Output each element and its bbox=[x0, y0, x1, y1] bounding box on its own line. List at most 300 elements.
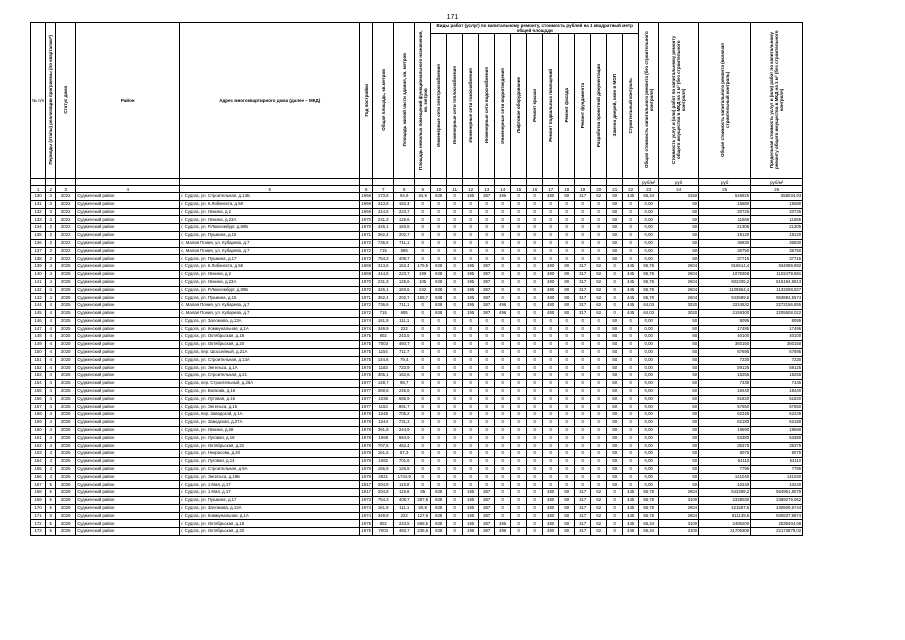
table-cell: 0 bbox=[431, 348, 447, 356]
table-cell: 0 bbox=[431, 395, 447, 403]
table-cell: 480 bbox=[543, 520, 559, 528]
table-cell: 172 bbox=[31, 520, 46, 528]
table-cell: 684,9 bbox=[394, 434, 415, 442]
table-cell: 0 bbox=[431, 333, 447, 341]
table-cell: 0 bbox=[431, 255, 447, 263]
table-cell: 3100 bbox=[659, 497, 699, 505]
table-cell: 0 bbox=[591, 224, 607, 232]
table-cell: 59125 bbox=[699, 364, 751, 372]
table-cell: 0 bbox=[495, 224, 511, 232]
table-row bbox=[31, 302, 803, 310]
table-cell: 10240 bbox=[751, 481, 803, 489]
table-cell: 0 bbox=[575, 239, 591, 247]
table-cell: Судженский район bbox=[76, 356, 180, 364]
table-cell: 133 bbox=[31, 216, 46, 224]
table-cell: 0 bbox=[527, 333, 543, 341]
table-cell: 1972 bbox=[360, 309, 373, 317]
table-cell: 0 bbox=[575, 426, 591, 434]
table-cell: 408,7 bbox=[394, 497, 415, 505]
table-cell: 4 bbox=[46, 411, 56, 419]
table-cell: 146 bbox=[31, 317, 46, 325]
table-cell: 0,00 bbox=[639, 333, 659, 341]
table-cell: 0 bbox=[431, 239, 447, 247]
table-cell: 17495 bbox=[699, 325, 751, 333]
table-cell: 0 bbox=[559, 434, 575, 442]
table-cell: 2028 bbox=[56, 489, 76, 497]
table-cell: 0 bbox=[527, 200, 543, 208]
table-cell: 0 bbox=[607, 302, 623, 310]
table-cell: 0 bbox=[527, 458, 543, 466]
table-cell: 66,34 bbox=[639, 528, 659, 536]
table-cell: 50 bbox=[607, 231, 623, 239]
table-cell: 0 bbox=[479, 255, 495, 263]
table-cell: 0 bbox=[575, 325, 591, 333]
table-cell: 0 bbox=[623, 216, 639, 224]
table-cell: 0 bbox=[591, 434, 607, 442]
table-cell: 496 bbox=[495, 302, 511, 310]
table-cell: 50 bbox=[607, 356, 623, 364]
table-cell: 141040 bbox=[699, 473, 751, 481]
table-cell: 119,8 bbox=[394, 489, 415, 497]
table-cell: 0 bbox=[479, 216, 495, 224]
table-cell: 0 bbox=[527, 426, 543, 434]
table-cell: 368,8 bbox=[373, 387, 394, 395]
table-cell: 1153 bbox=[373, 403, 394, 411]
table-cell: 55,78 bbox=[639, 504, 659, 512]
table-cell: 11565 bbox=[699, 216, 751, 224]
table-cell: 0 bbox=[511, 247, 527, 255]
table-cell: 0 bbox=[495, 200, 511, 208]
table-cell: 0 bbox=[479, 465, 495, 473]
table-cell: 0 bbox=[559, 200, 575, 208]
table-cell: 4 bbox=[46, 395, 56, 403]
table-cell: 2025 bbox=[56, 364, 76, 372]
table-cell: 222 bbox=[394, 512, 415, 520]
table-cell: 1979 bbox=[360, 465, 373, 473]
table-cell: 313,6 bbox=[373, 200, 394, 208]
table-cell: 1079358 bbox=[699, 270, 751, 278]
table-cell: 0 bbox=[559, 395, 575, 403]
table-cell: 2025 bbox=[56, 302, 76, 310]
table-cell: 50,8 bbox=[415, 504, 431, 512]
table-cell: 0 bbox=[447, 395, 463, 403]
table-cell: 147 bbox=[31, 325, 46, 333]
table-cell: 0 bbox=[543, 364, 559, 372]
table-cell: 638 bbox=[431, 278, 447, 286]
table-cell: 2604 bbox=[659, 504, 699, 512]
table-cell: 0 bbox=[527, 270, 543, 278]
table-cell: 0 bbox=[431, 481, 447, 489]
table-cell: 0 bbox=[607, 504, 623, 512]
table-cell: 50 bbox=[659, 473, 699, 481]
table-cell: 0 bbox=[447, 302, 463, 310]
table-cell: 0 bbox=[431, 247, 447, 255]
table-cell: Судженский район bbox=[76, 520, 180, 528]
table-cell: 0 bbox=[607, 278, 623, 286]
table-cell: 2025 bbox=[56, 341, 76, 349]
table-cell: 0 bbox=[591, 380, 607, 388]
table-cell: 4 bbox=[46, 294, 56, 302]
table-cell: 170 bbox=[31, 504, 46, 512]
table-cell: 0 bbox=[495, 442, 511, 450]
table-cell: 0 bbox=[479, 224, 495, 232]
table-row bbox=[31, 263, 803, 271]
table-cell: г. Судога, ул. 1 Мая, д.17 bbox=[180, 481, 360, 489]
table-cell: 0 bbox=[447, 489, 463, 497]
table-cell: 80 bbox=[559, 270, 575, 278]
table-row bbox=[31, 193, 803, 201]
table-cell: 0 bbox=[543, 465, 559, 473]
table-cell: 4 bbox=[46, 263, 56, 271]
table-cell: 0 bbox=[495, 208, 511, 216]
table-cell: 0 bbox=[463, 442, 479, 450]
table-cell: 496 bbox=[495, 193, 511, 201]
table-cell: 558034,93 bbox=[751, 193, 803, 201]
table-cell: 40100 bbox=[699, 333, 751, 341]
table-cell: 4 bbox=[46, 403, 56, 411]
table-cell: 0 bbox=[543, 426, 559, 434]
table-cell: 1975 bbox=[360, 341, 373, 349]
table-cell: 80 bbox=[559, 309, 575, 317]
table-cell: 480 bbox=[543, 489, 559, 497]
table-cell: 387 bbox=[479, 528, 495, 536]
column-number: 14 bbox=[495, 186, 511, 193]
table-cell: 179,5 bbox=[415, 263, 431, 271]
table-cell: 387 bbox=[479, 278, 495, 286]
table-cell: 0 bbox=[511, 528, 527, 536]
table-cell: 0 bbox=[559, 458, 575, 466]
table-cell: 4 bbox=[46, 325, 56, 333]
table-cell: 50 bbox=[659, 200, 699, 208]
table-cell: 1976 bbox=[360, 372, 373, 380]
table-cell: 64,03 bbox=[639, 309, 659, 317]
table-cell: 0 bbox=[447, 224, 463, 232]
table-cell: 1972 bbox=[360, 247, 373, 255]
table-cell: 4 bbox=[46, 473, 56, 481]
table-cell: 36830 bbox=[699, 239, 751, 247]
table-cell: 0 bbox=[415, 341, 431, 349]
table-cell: 0,00 bbox=[639, 442, 659, 450]
table-cell: 4 bbox=[46, 450, 56, 458]
column-number: 16 bbox=[527, 186, 543, 193]
table-cell: 0 bbox=[511, 520, 527, 528]
table-cell: 0 bbox=[431, 341, 447, 349]
table-cell: г. Судога, пер. Заводской, д.1А bbox=[180, 411, 360, 419]
table-cell: 0 bbox=[607, 489, 623, 497]
table-cell: г. Судога, ул. Октябрьская, д.18 bbox=[180, 520, 360, 528]
table-cell: Судженский район bbox=[76, 387, 180, 395]
table-cell: 0 bbox=[495, 458, 511, 466]
table-cell: 0 bbox=[447, 317, 463, 325]
table-cell: 1976 bbox=[360, 364, 373, 372]
table-cell: 2025 bbox=[56, 380, 76, 388]
table-cell: 0 bbox=[447, 341, 463, 349]
table-cell: 0 bbox=[591, 341, 607, 349]
table-cell: 0 bbox=[463, 465, 479, 473]
table-cell: 480 bbox=[543, 263, 559, 271]
table-cell: 0 bbox=[495, 497, 511, 505]
table-cell: 0 bbox=[591, 387, 607, 395]
column-number: 18 bbox=[559, 186, 575, 193]
table-cell: 480 bbox=[543, 294, 559, 302]
table-cell: 0 bbox=[415, 309, 431, 317]
table-cell: 50 bbox=[659, 380, 699, 388]
table-cell: 0 bbox=[591, 208, 607, 216]
table-cell: 3 bbox=[46, 208, 56, 216]
table-cell: 0 bbox=[447, 411, 463, 419]
table-cell: 0 bbox=[511, 239, 527, 247]
header-district: Район bbox=[76, 23, 180, 179]
table-cell: 37715 bbox=[751, 255, 803, 263]
table-cell: 0 bbox=[495, 450, 511, 458]
table-cell: 35375 bbox=[699, 442, 751, 450]
table-cell: 834089,982 bbox=[751, 263, 803, 271]
table-cell: 0 bbox=[527, 450, 543, 458]
table-cell: 0 bbox=[431, 465, 447, 473]
table-cell: 445 bbox=[623, 302, 639, 310]
table-cell: 0 bbox=[591, 481, 607, 489]
table-cell: 0 bbox=[543, 341, 559, 349]
table-cell: 2028 bbox=[56, 528, 76, 536]
table-cell: 149 bbox=[31, 341, 46, 349]
table-cell: 0 bbox=[463, 473, 479, 481]
table-cell: г. Судога, ул. Ленина, д.2 bbox=[180, 208, 360, 216]
table-cell: 7435 bbox=[751, 380, 803, 388]
table-cell: 387 bbox=[479, 263, 495, 271]
table-cell: 0 bbox=[463, 325, 479, 333]
column-number: 7 bbox=[373, 186, 394, 193]
table-cell: 0 bbox=[415, 387, 431, 395]
table-cell: 317 bbox=[575, 497, 591, 505]
header-period: Периоды (этапы) реализации программы (по кварталам*) bbox=[46, 23, 56, 179]
table-row bbox=[31, 419, 803, 427]
table-cell: 62 bbox=[591, 520, 607, 528]
table-cell: 685 bbox=[394, 247, 415, 255]
table-cell: 0 bbox=[447, 528, 463, 536]
table-cell: 0 bbox=[559, 465, 575, 473]
table-cell: 0 bbox=[495, 356, 511, 364]
table-cell: 19590 bbox=[751, 426, 803, 434]
table-cell: 40100 bbox=[751, 333, 803, 341]
units-cell bbox=[479, 179, 495, 186]
table-cell: 1972 bbox=[360, 302, 373, 310]
table-cell: 5 bbox=[46, 481, 56, 489]
table-cell: 1082 bbox=[373, 458, 394, 466]
table-cell: 50 bbox=[607, 200, 623, 208]
table-cell: 55,78 bbox=[639, 278, 659, 286]
table-cell: 0 bbox=[543, 372, 559, 380]
table-cell: 638 bbox=[431, 263, 447, 271]
table-cell: 140 bbox=[31, 270, 46, 278]
table-cell: 144 bbox=[31, 302, 46, 310]
table-cell: 445 bbox=[623, 520, 639, 528]
table-cell: 153 bbox=[31, 372, 46, 380]
table-cell: 496 bbox=[495, 520, 511, 528]
table-cell: 2025 bbox=[56, 442, 76, 450]
header-work-0: Инженерные сети электроснабжения bbox=[431, 34, 447, 179]
table-cell: 1974 bbox=[360, 317, 373, 325]
table-cell: 80 bbox=[559, 278, 575, 286]
table-cell: 0 bbox=[415, 403, 431, 411]
table-cell: 50 bbox=[607, 481, 623, 489]
table-cell: 54110 bbox=[751, 458, 803, 466]
table-cell: 2604 bbox=[659, 489, 699, 497]
table-cell: с. Малая Пония, ул. Кубарева, д.7 bbox=[180, 239, 360, 247]
table-cell: 0 bbox=[527, 442, 543, 450]
table-cell: 0 bbox=[559, 372, 575, 380]
table-cell: 0 bbox=[527, 528, 543, 536]
table-cell: 0 bbox=[575, 333, 591, 341]
table-cell: 387 bbox=[479, 497, 495, 505]
table-cell: 1970 bbox=[360, 224, 373, 232]
table-cell: 148,7 bbox=[373, 380, 394, 388]
table-cell: 0 bbox=[415, 239, 431, 247]
table-cell: 0 bbox=[591, 442, 607, 450]
table-cell: 0 bbox=[479, 231, 495, 239]
table-cell: 0 bbox=[559, 380, 575, 388]
table-cell: 317 bbox=[575, 504, 591, 512]
table-cell: 0 bbox=[623, 450, 639, 458]
table-cell: 0 bbox=[511, 224, 527, 232]
table-cell: 50 bbox=[659, 372, 699, 380]
table-cell: 0 bbox=[575, 208, 591, 216]
table-cell: г. Судога, ул. Луговая, д.14 bbox=[180, 458, 360, 466]
table-cell: г. Судога, ул. Октябрьская, д.20 bbox=[180, 528, 360, 536]
table-cell: 0 bbox=[431, 208, 447, 216]
table-cell: 3 bbox=[46, 239, 56, 247]
table-cell: 0 bbox=[559, 216, 575, 224]
table-cell: 0 bbox=[623, 419, 639, 427]
table-cell: 50 bbox=[659, 364, 699, 372]
table-cell: 0,00 bbox=[639, 231, 659, 239]
table-cell: 0 bbox=[447, 473, 463, 481]
table-cell: 8095 bbox=[751, 317, 803, 325]
table-cell: 313,6 bbox=[373, 263, 394, 271]
table-cell: 0 bbox=[527, 497, 543, 505]
table-cell: 0 bbox=[559, 387, 575, 395]
table-cell: 480 bbox=[543, 270, 559, 278]
table-cell: 0 bbox=[463, 239, 479, 247]
table-cell: 62 bbox=[591, 309, 607, 317]
table-cell: 131 bbox=[31, 200, 46, 208]
table-cell: 195 bbox=[463, 302, 479, 310]
table-cell: 2821 bbox=[373, 473, 394, 481]
table-cell: 173 bbox=[31, 528, 46, 536]
table-cell: 0 bbox=[591, 450, 607, 458]
column-number: 20 bbox=[591, 186, 607, 193]
table-cell: 0 bbox=[447, 309, 463, 317]
table-cell: 0 bbox=[543, 231, 559, 239]
table-cell: 638 bbox=[431, 309, 447, 317]
table-cell: 0 bbox=[527, 380, 543, 388]
table-cell: 0 bbox=[543, 380, 559, 388]
table-cell: 0,00 bbox=[639, 481, 659, 489]
table-cell: 0 bbox=[511, 255, 527, 263]
table-cell: 111,1 bbox=[394, 317, 415, 325]
table-cell: 50 bbox=[659, 419, 699, 427]
table-cell: 0 bbox=[623, 341, 639, 349]
table-cell: Судженский район bbox=[76, 372, 180, 380]
table-cell: 195 bbox=[463, 309, 479, 317]
table-cell: 0 bbox=[495, 473, 511, 481]
table-cell: 2022 bbox=[56, 247, 76, 255]
table-cell: 126,5 bbox=[394, 465, 415, 473]
table-cell: 317 bbox=[575, 193, 591, 201]
table-cell: 168 bbox=[31, 489, 46, 497]
table-cell: 5 bbox=[46, 512, 56, 520]
table-cell: 161,9 bbox=[373, 504, 394, 512]
table-cell: 0 bbox=[495, 465, 511, 473]
table-cell: 0 bbox=[543, 387, 559, 395]
table-cell: 0 bbox=[527, 504, 543, 512]
table-cell: 2025 bbox=[56, 348, 76, 356]
table-cell: г. Судога, ул. Энгельса, д.1А bbox=[180, 364, 360, 372]
page-number: 171 bbox=[446, 14, 459, 21]
table-cell: 50 bbox=[659, 325, 699, 333]
table-cell: 0 bbox=[431, 450, 447, 458]
table-cell: 0 bbox=[527, 239, 543, 247]
table-cell: 50 bbox=[659, 434, 699, 442]
table-cell: 0 bbox=[559, 247, 575, 255]
table-cell: 15255 bbox=[699, 372, 751, 380]
table-cell: 0 bbox=[559, 403, 575, 411]
table-cell: 0 bbox=[559, 317, 575, 325]
table-cell: 0 bbox=[575, 231, 591, 239]
table-cell: 152 bbox=[31, 364, 46, 372]
table-cell: Судженский район bbox=[76, 302, 180, 310]
table-cell: 62 bbox=[591, 278, 607, 286]
table-cell: 0 bbox=[415, 325, 431, 333]
table-cell: г. Судога, ул. Некрасова, д.20 bbox=[180, 450, 360, 458]
table-cell: 0 bbox=[527, 255, 543, 263]
units-cell bbox=[56, 179, 76, 186]
table-cell: 0 bbox=[527, 247, 543, 255]
table-cell: 1969 bbox=[360, 200, 373, 208]
table-cell: 0 bbox=[415, 255, 431, 263]
header-work-1: Инженерные сети теплоснабжения bbox=[447, 34, 463, 179]
table-cell: 79,4 bbox=[394, 356, 415, 364]
table-cell: 0 bbox=[447, 348, 463, 356]
table-cell: 18440 bbox=[699, 387, 751, 395]
table-cell: 0,00 bbox=[639, 247, 659, 255]
table-cell: 0 bbox=[479, 395, 495, 403]
table-cell: 50 bbox=[659, 348, 699, 356]
table-cell: 3 bbox=[46, 224, 56, 232]
table-cell: 615194,5813 bbox=[751, 278, 803, 286]
table-cell: 80 bbox=[559, 263, 575, 271]
table-cell: 50 bbox=[607, 348, 623, 356]
table-cell: 62 bbox=[591, 497, 607, 505]
table-cell: 0 bbox=[511, 231, 527, 239]
table-cell: 0 bbox=[415, 231, 431, 239]
table-cell: 0 bbox=[527, 489, 543, 497]
table-cell: Судженский район bbox=[76, 481, 180, 489]
table-cell: 50 bbox=[607, 325, 623, 333]
table-cell: 1975 bbox=[360, 348, 373, 356]
table-cell: 80 bbox=[559, 512, 575, 520]
table-cell: Судженский район bbox=[76, 286, 180, 294]
table-cell: 50 bbox=[659, 356, 699, 364]
units-cell bbox=[495, 179, 511, 186]
table-cell: 0 bbox=[495, 387, 511, 395]
table-cell: 1917 bbox=[360, 489, 373, 497]
table-cell: 1969 bbox=[360, 270, 373, 278]
table-cell: 7435 bbox=[699, 380, 751, 388]
table-cell: 0 bbox=[415, 465, 431, 473]
table-cell: 462,4 bbox=[394, 442, 415, 450]
table-cell: 66,34 bbox=[639, 520, 659, 528]
table-cell: 0 bbox=[543, 411, 559, 419]
